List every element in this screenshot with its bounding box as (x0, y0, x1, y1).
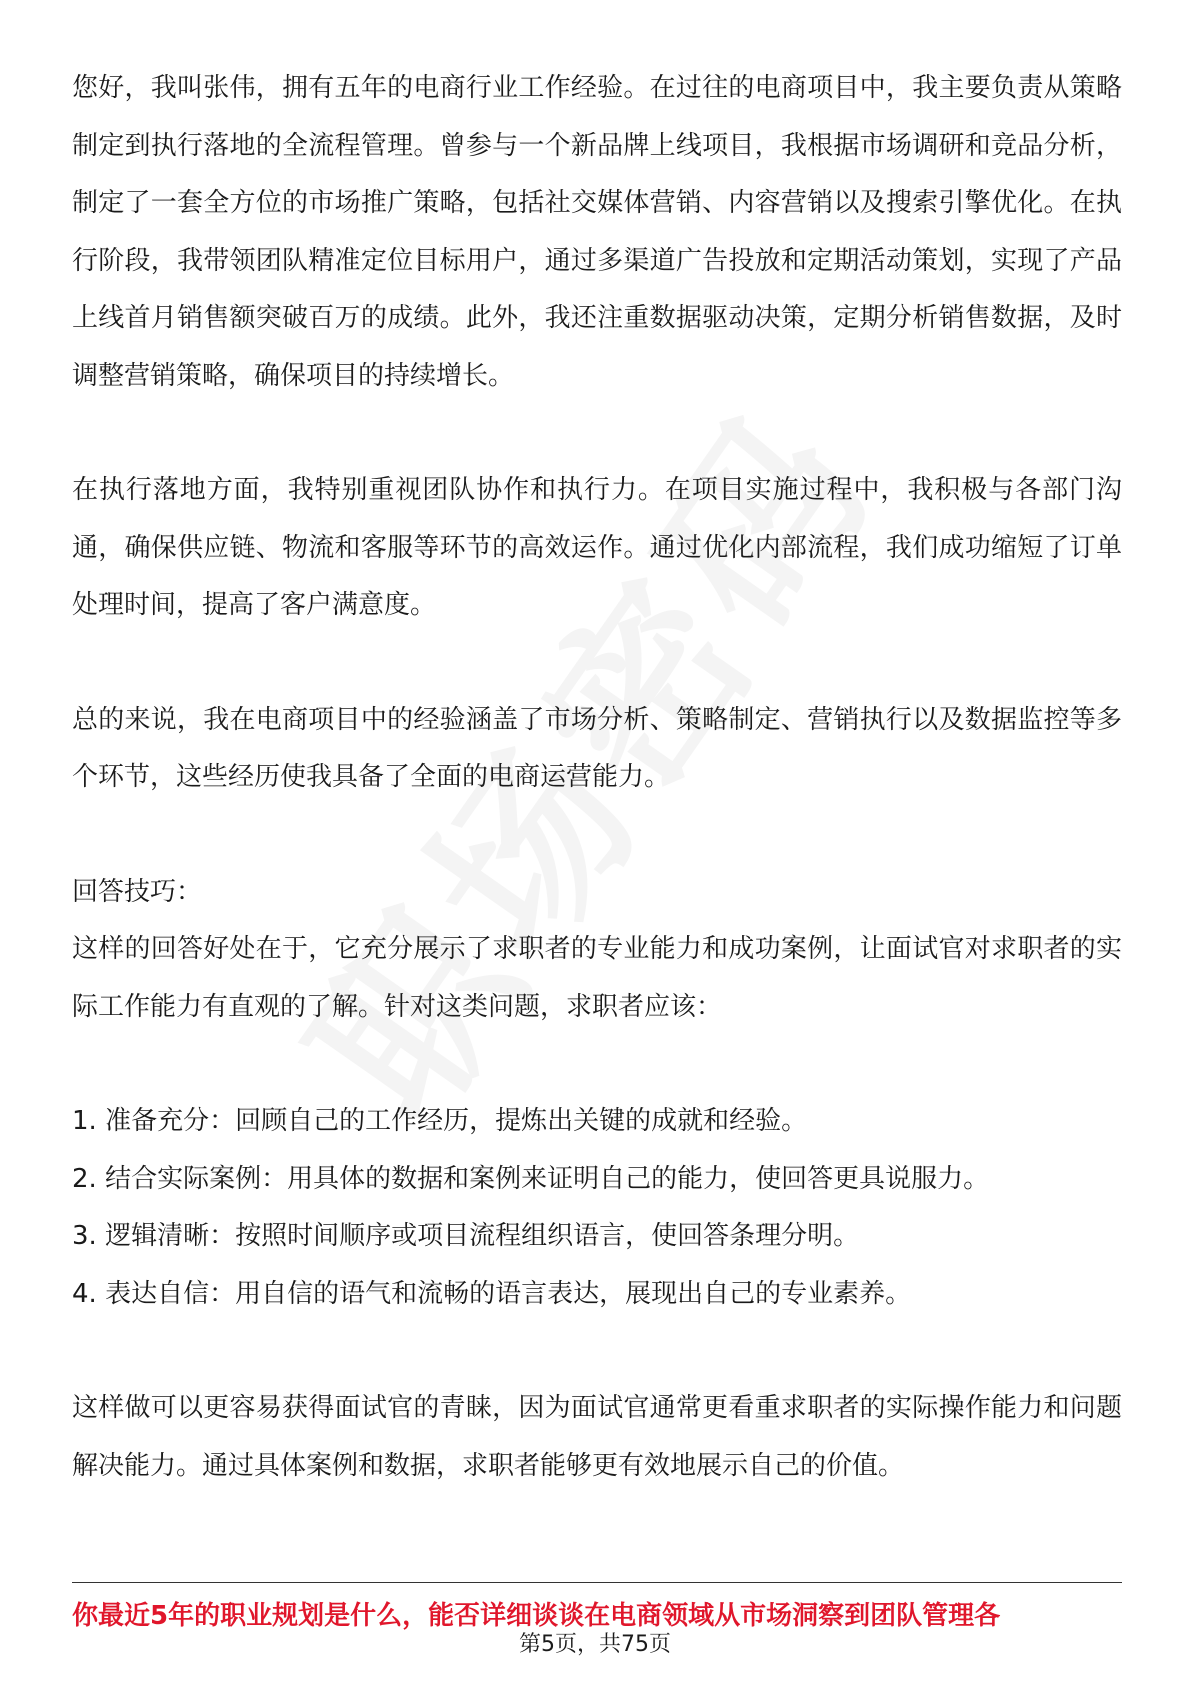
tips-list (72, 1093, 1122, 1323)
tips-list-item: 4. 表达自信：用自信的语气和流畅的语言表达，展现出自己的专业素养。 (72, 1278, 912, 1309)
page-number: 第5页，共75页 (519, 1632, 671, 1657)
tips-conclusion: 这样做可以更容易获得面试官的青睐，因为面试官通常更看重求职者的实际操作能力和问题解决能力。通过具体案例和数据，求职者能够更有效地展示自己的价值。 (72, 1393, 1122, 1481)
page-content (72, 60, 1122, 1495)
next-question-heading: 你最近5年的职业规划是什么，能否详细谈谈在电商领域从市场洞察到团队管理各 (72, 1601, 1001, 1631)
answer-paragraph-1: 您好，我叫张伟，拥有五年的电商行业工作经验。在过往的电商项目中，我主要负责从策略制定到执行落地的全流程管理。曾参与一个新品牌上线项目，我根据市场调研和竞品分析，制定了一套全方位的市场推广策略，包括社交媒体营销、内容营销以及搜索引擎优化。在执行阶段，我带领团队精准定位目标用户，通过多渠道广告投放和定期活动策划，实现了产品上线首月销售额突破百万的成绩。此外，我还注重数据驱动决策，定期分析销售数据，及时调整营销策略，确保项目的持续增长。 (72, 73, 1122, 391)
tips-intro: 这样的回答好处在于，它充分展示了求职者的专业能力和成功案例，让面试官对求职者的实际工作能力有直观的了解。针对这类问题，求职者应该： (72, 934, 1122, 1022)
tips-heading: 回答技巧： (72, 876, 203, 907)
tips-list-item: 1. 准备充分：回顾自己的工作经历，提炼出关键的成就和经验。 (72, 1106, 808, 1136)
answer-paragraph-2: 在执行落地方面，我特别重视团队协作和执行力。在项目实施过程中，我积极与各部门沟通，确保供应链、物流和客服等环节的高效运作。通过优化内部流程，我们成功缩短了订单处理时间，提高了客户满意度。 (72, 475, 1122, 620)
tips-list-item: 2. 结合实际案例：用具体的数据和案例来证明自己的能力，使回答更具说服力。 (72, 1163, 990, 1194)
tips-list-item: 3. 逻辑清晰：按照时间顺序或项目流程组织语言，使回答条理分明。 (72, 1221, 860, 1251)
answer-paragraph-3: 总的来说，我在电商项目中的经验涵盖了市场分析、策略制定、营销执行以及数据监控等多个环节，这些经历使我具备了全面的电商运营能力。 (72, 704, 1122, 792)
footer-divider (72, 1582, 1122, 1583)
